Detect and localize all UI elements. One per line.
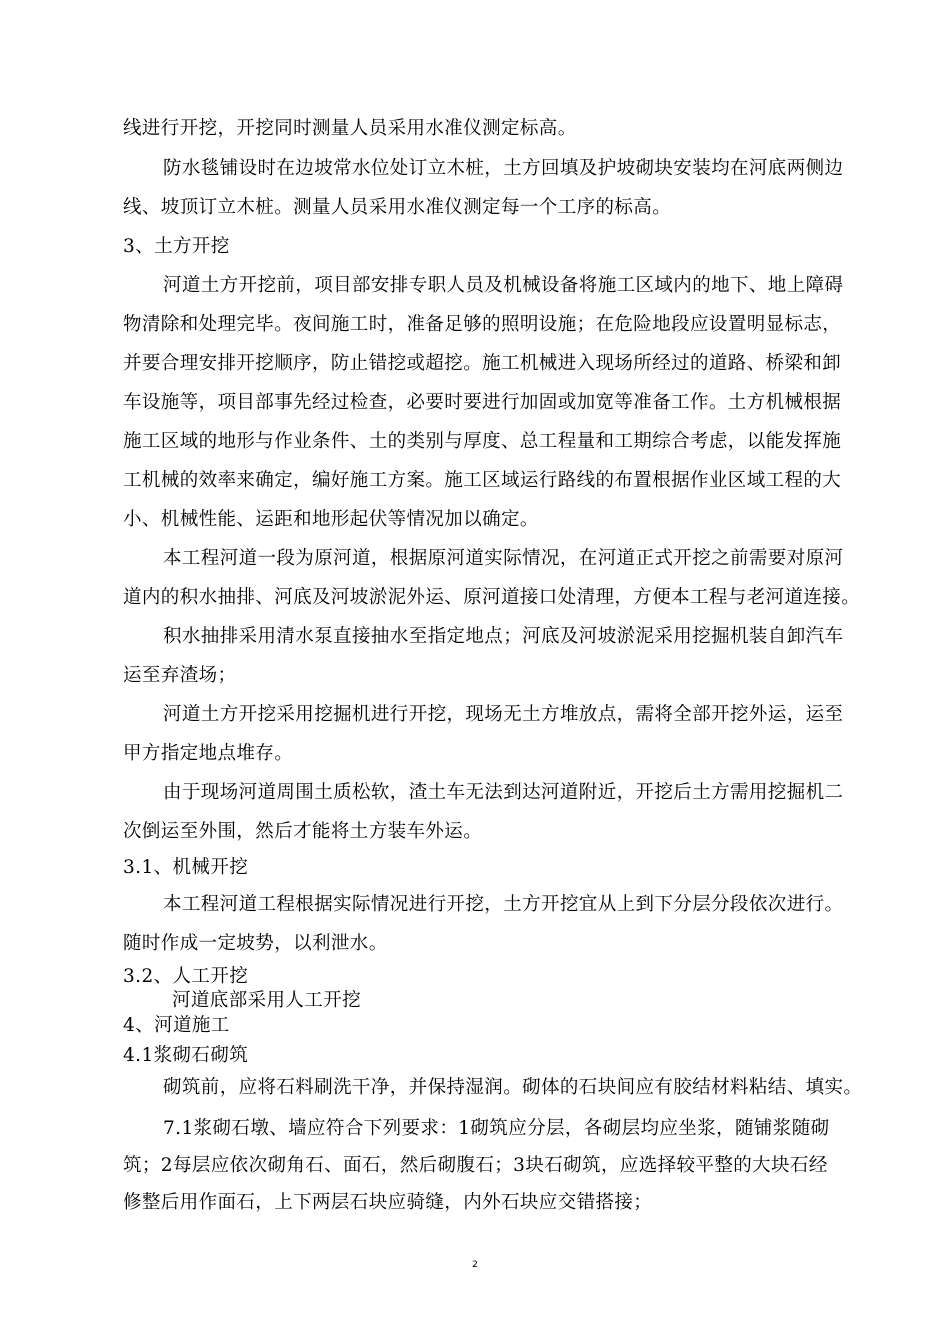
paragraph-line: 车设施等，项目部事先经过检查，必要时要进行加固或加宽等准备工作。土方机械根据 (123, 392, 842, 413)
paragraph-line: 本工程河道工程根据实际情况进行开挖，土方开挖宜从上到下分层分段依次进行。 (163, 894, 844, 915)
paragraph-line: 砌筑前，应将石料刷洗干净，并保持湿润。砌体的石块间应有胶结材料粘结、填实。 (163, 1077, 863, 1098)
paragraph-line: 并要合理安排开挖顺序，防止错挖或超挖。施工机械进入现场所经过的道路、桥梁和卸 (123, 353, 842, 374)
paragraph-line: 由于现场河道周围土质松软，渣土车无法到达河道附近，开挖后土方需用挖掘机二 (163, 782, 844, 803)
subsection-heading: 3.2、人工开挖 (123, 966, 249, 987)
paragraph-line: 7.1浆砌石墩、墙应符合下列要求：1砌筑应分层，各砌层均应坐浆，随铺浆随砌 (163, 1118, 830, 1139)
paragraph-line: 施工区域的地形与作业条件、土的类别与厚度、总工程量和工期综合考虑，以能发挥施 (123, 431, 842, 452)
paragraph-line: 道内的积水抽排、河底及河坡淤泥外运、原河道接口处清理，方便本工程与老河道连接。 (123, 587, 861, 608)
subsection-heading: 4.1浆砌石砌筑 (123, 1045, 249, 1066)
paragraph-line: 运至弃渣场； (123, 665, 237, 686)
paragraph-line: 河道土方开挖前，项目部安排专职人员及机械设备将施工区域内的地下、地上障碍 (163, 275, 844, 296)
paragraph-line: 河道底部采用人工开挖 (172, 990, 362, 1011)
paragraph-line: 物清除和处理完毕。夜间施工时，准备足够的照明设施；在危险地段应设置明显标志， (123, 314, 842, 335)
paragraph-line: 河道土方开挖采用挖掘机进行开挖，现场无土方堆放点，需将全部开挖外运，运至 (163, 704, 844, 725)
paragraph-line: 本工程河道一段为原河道，根据原河道实际情况，在河道正式开挖之前需要对原河 (163, 548, 844, 569)
page-number: 2 (472, 1260, 478, 1270)
paragraph-line: 甲方指定地点堆存。 (123, 743, 294, 764)
paragraph-line: 防水毯铺设时在边坡常水位处订立木桩，土方回填及护坡砌块安装均在河底两侧边 (163, 158, 844, 179)
section-heading: 4、河道施工 (123, 1015, 230, 1036)
paragraph-line: 小、机械性能、运距和地形起伏等情况加以确定。 (123, 509, 539, 530)
paragraph-line: 积水抽排采用清水泵直接抽水至指定地点；河底及河坡淤泥采用挖掘机装自卸汽车 (163, 626, 844, 647)
paragraph-line: 随时作成一定坡势，以利泄水。 (123, 933, 388, 954)
subsection-heading: 3.1、机械开挖 (123, 857, 249, 878)
paragraph-line: 修整后用作面石，上下两层石块应骑缝，内外石块应交错搭接； (123, 1192, 653, 1213)
paragraph-line: 工机械的效率来确定，编好施工方案。施工区域运行路线的布置根据作业区域工程的大 (123, 470, 842, 491)
paragraph-line: 线、坡顶订立木桩。测量人员采用水准仪测定每一个工序的标高。 (123, 197, 672, 218)
section-heading: 3、土方开挖 (123, 236, 230, 257)
paragraph-line: 次倒运至外围，然后才能将土方装车外运。 (123, 821, 483, 842)
paragraph-line: 筑；2每层应依次砌角石、面石，然后砌腹石；3块石砌筑，应选择较平整的大块石经 (123, 1155, 828, 1176)
paragraph-line: 线进行开挖，开挖同时测量人员采用水准仪测定标高。 (123, 118, 577, 139)
